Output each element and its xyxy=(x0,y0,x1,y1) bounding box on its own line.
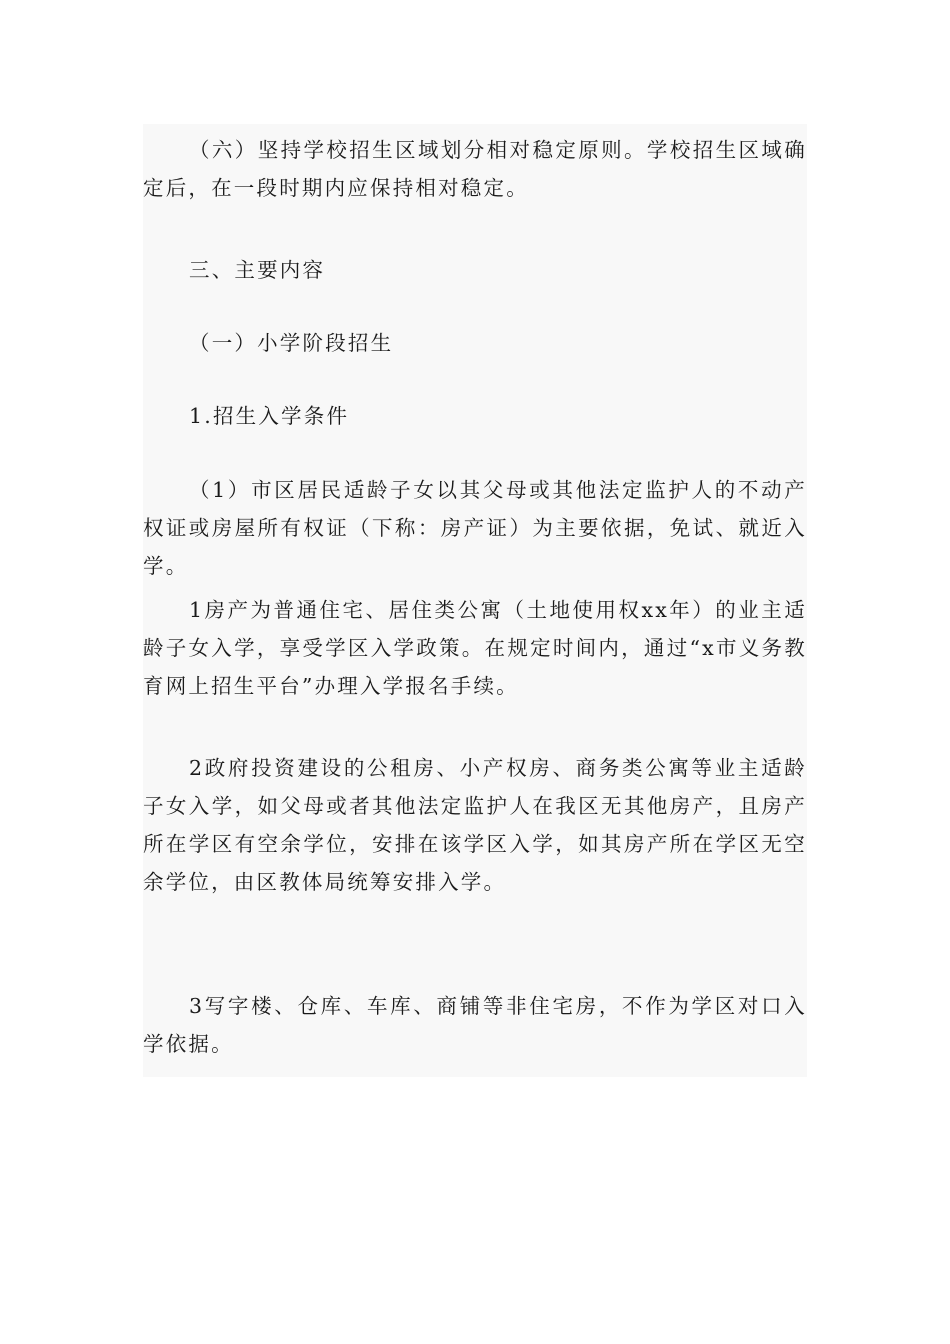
paragraph-rule-two: 2政府投资建设的公租房、小产权房、商务类公寓等业主适龄子女入学，如父母或者其他法定监护人在我区无其他房产，且房产所在学区有空余学位，安排在该学区入学，如其房产所在学区无空余学位，由区教体局统筹安排入学。 xyxy=(143,756,807,894)
subsection-heading-primary-enrollment: （一）小学阶段招生 xyxy=(189,331,394,355)
paragraph-rule-three: 3写字楼、仓库、车库、商铺等非住宅房，不作为学区对口入学依据。 xyxy=(143,994,807,1056)
paragraph-principle-six: （六）坚持学校招生区域划分相对稳定原则。学校招生区域确定后，在一段时期内应保持相对稳定。 xyxy=(143,138,807,200)
paragraph-condition-one: （1）市区居民适龄子女以其父母或其他法定监护人的不动产权证或房屋所有权证（下称：房产证）为主要依据，免试、就近入学。 xyxy=(143,478,807,578)
paragraph-rule-one: 1房产为普通住宅、居住类公寓（土地使用权xx年）的业主适龄子女入学，享受学区入学政策。在规定时间内，通过“x市义务教育网上招生平台”办理入学报名手续。 xyxy=(143,598,807,698)
item-heading-enrollment-conditions: 1.招生入学条件 xyxy=(189,404,350,428)
section-heading-main-content: 三、主要内容 xyxy=(189,258,326,282)
